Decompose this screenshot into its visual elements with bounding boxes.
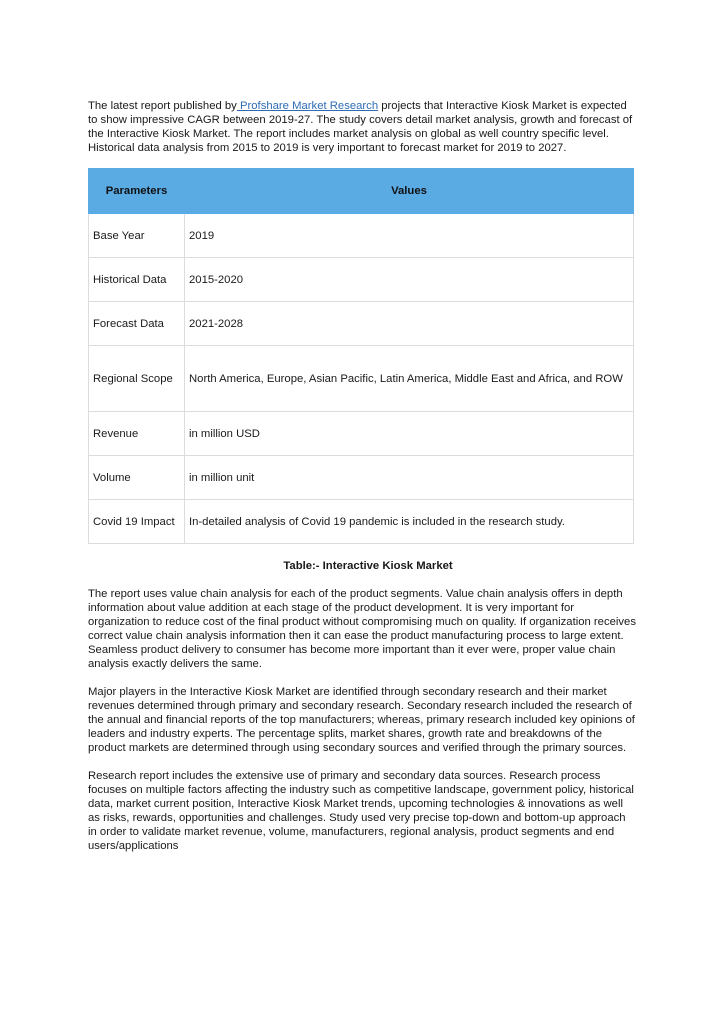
body-paragraph: Major players in the Interactive Kiosk Market are identified through secondary research and their market revenues determined through primary and secondary research. Secondary research included the research of the annual and financial reports of the top manufacturers; whereas, primary research included key opinions of leaders and industry experts. The percentage splits, market shares, growth rate and breakdowns of the product markets are determined through using secondary sources and verified through the primary sources.: [88, 686, 635, 754]
table-row: [89, 258, 634, 302]
value-cell: North America, Europe, Asian Pacific, Latin America, Middle East and Africa, and ROW: [185, 346, 634, 412]
table-header-row: [89, 169, 634, 214]
table-row: [89, 500, 634, 544]
value-cell: in million unit: [185, 456, 634, 500]
value-cell: 2019: [185, 214, 634, 258]
table-row: [89, 412, 634, 456]
intro-paragraph: [88, 99, 636, 155]
intro-text-before: The latest report published by: [88, 100, 237, 112]
header-parameters: Parameters: [89, 169, 185, 214]
intro-text-after: projects that Interactive Kiosk Market is expected to show impressive CAGR between 2019-27. The study covers detail market analysis, growth and forecast of the Interactive Kiosk Market. The report includes market analysis on global as well country specific level. Historical data analysis from 2015 to 2019 is very important to forecast market for 2019 to 2027.: [88, 100, 633, 154]
param-cell: Regional Scope: [89, 346, 185, 412]
table-row: [89, 214, 634, 258]
value-cell: In-detailed analysis of Covid 19 pandemic is included in the research study.: [185, 500, 634, 544]
value-cell: in million USD: [185, 412, 634, 456]
header-values: Values: [185, 169, 634, 214]
document-page: [88, 99, 636, 867]
table-caption: Table:- Interactive Kiosk Market: [283, 560, 453, 572]
param-cell: Base Year: [89, 214, 185, 258]
profshare-link[interactable]: Profshare Market Research: [236, 100, 379, 112]
parameters-table: [88, 168, 634, 544]
value-cell: 2015-2020: [185, 258, 634, 302]
param-cell: Historical Data: [89, 258, 185, 302]
body-paragraph: Research report includes the extensive use of primary and secondary data sources. Research process focuses on multiple factors affecting the industry such as competitive landscape, government policy, historical data, market current position, Interactive Kiosk Market trends, upcoming technologies & innovations as well as risks, rewards, opportunities and challenges. Study used very precise top-down and bottom-up approach in order to validate market revenue, volume, manufacturers, regional analysis, product segments and end users/applications: [88, 770, 634, 852]
param-cell: Volume: [89, 456, 185, 500]
param-cell: Revenue: [89, 412, 185, 456]
param-cell: Covid 19 Impact: [89, 500, 185, 544]
body-paragraph: The report uses value chain analysis for each of the product segments. Value chain analysis offers in depth information about value addition at each stage of the product development. It is very important for organization to reduce cost of the final product without compromising much on quality. If organization receives correct value chain analysis information then it can ease the product manufacturing process to large extent. Seamless product delivery to consumer has become more important than it ever were, proper value chain analysis exactly delivers the same.: [88, 588, 636, 670]
table-row: [89, 456, 634, 500]
table-row: [89, 346, 634, 412]
param-cell: Forecast Data: [89, 302, 185, 346]
table-row: [89, 302, 634, 346]
value-cell: 2021-2028: [185, 302, 634, 346]
